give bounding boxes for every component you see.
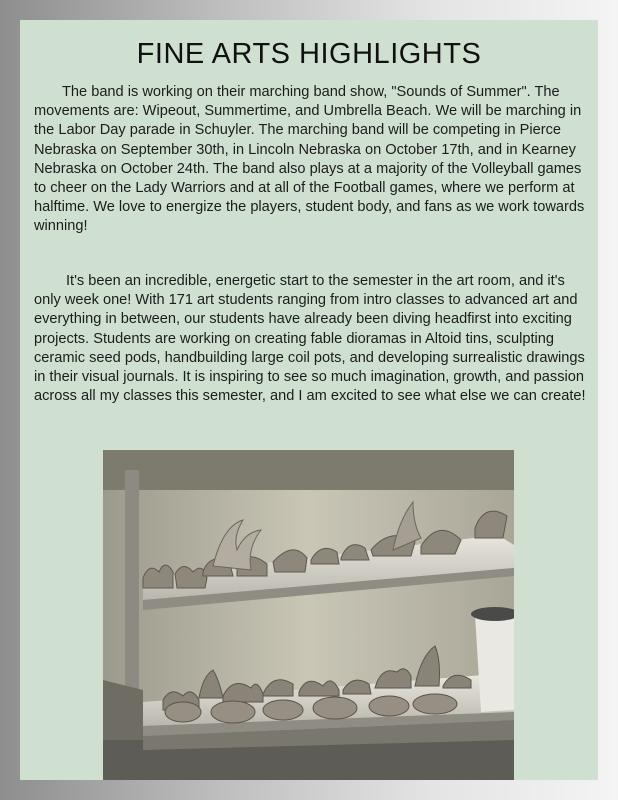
art-paragraph: It's been an incredible, energetic start to the semester in the art room, and it's only week one! With 171 art students ranging from intro classes to advanced art and everything in between, our students have already been diving headfirst into exciting projects. Students are working on creating fable dioramas in Altoid tins, sculpting ceramic seed pods, handbuilding large coil pots, and developing surrealistic drawings in their visual journals. It is inspiring to see so much imagination, growth, and passion across all my classes this semester, and I am excited to see what else we can create! xyxy=(34,273,586,405)
band-paragraph: The band is working on their marching band show, "Sounds of Summer". The movements are: Wipeout, Summertime, and Umbrella Beach. We will be marching in the Labor Day parade in Schuyler. The marching band will be competing in Pierce Nebraska on September 30th, in Lincoln Nebraska on October 17th, and in Kearney Nebraska on October 24th. The band also plays at a majority of the Volleyball games to cheer on the Lady Warriors and at all of the Football games, where we perform at halftime. We love to energize the players, student body, and fans as we work towards winning! xyxy=(34,84,585,235)
ceramics-shelf-photo xyxy=(103,450,514,780)
newsletter-panel xyxy=(20,20,598,780)
page-title: FINE ARTS HIGHLIGHTS xyxy=(136,38,482,70)
